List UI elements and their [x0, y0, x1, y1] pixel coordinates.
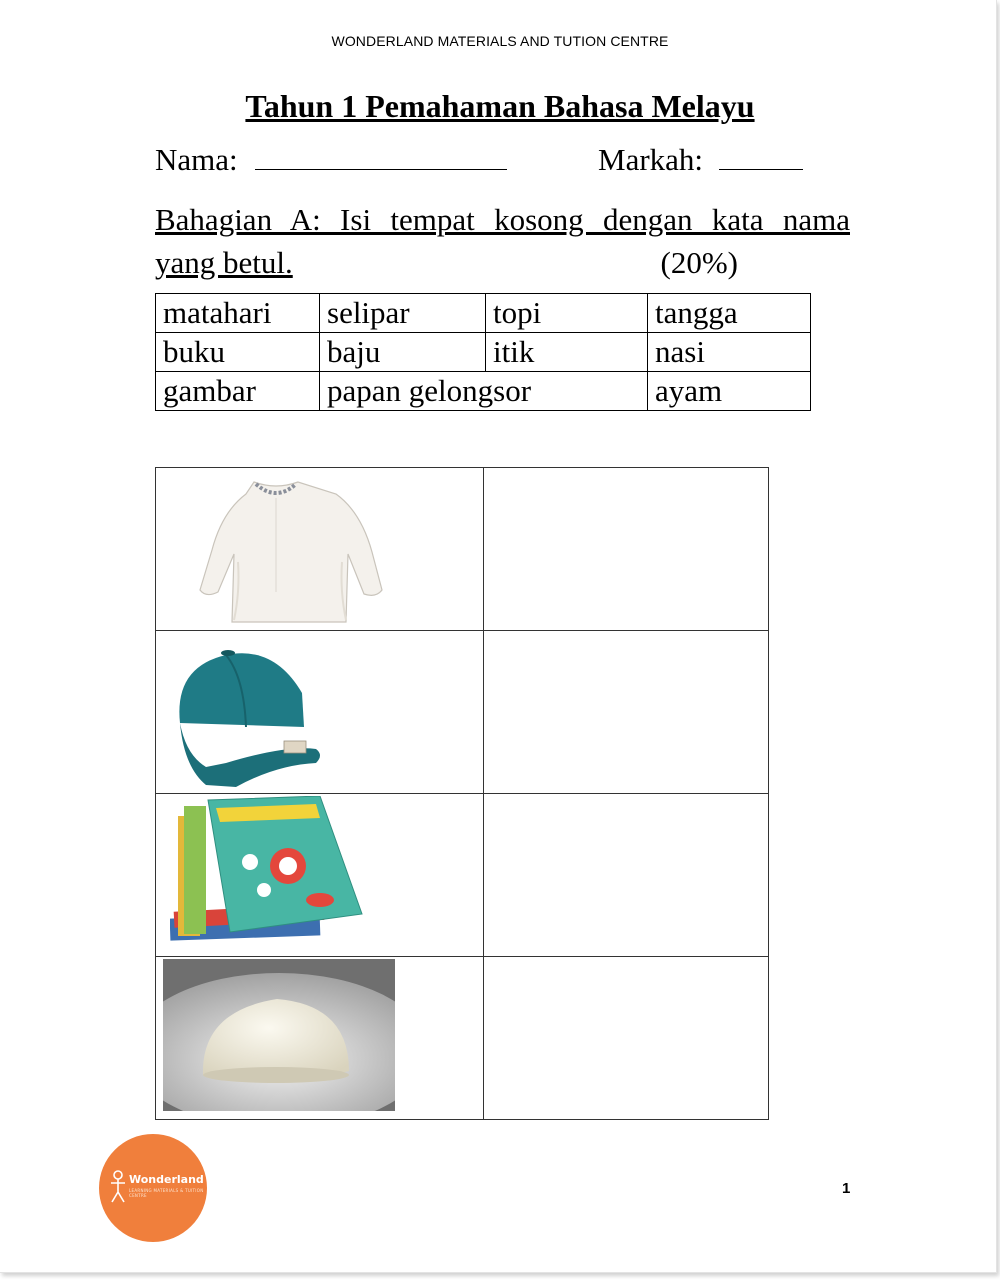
marks-blank[interactable] — [719, 168, 803, 170]
word-bank-row — [156, 294, 811, 333]
word-bank-row — [156, 333, 811, 372]
answer-row — [156, 794, 769, 957]
word-cell: baju — [320, 333, 486, 372]
word-cell: ayam — [648, 372, 811, 411]
rice-icon — [163, 959, 395, 1111]
name-field — [155, 142, 507, 178]
section-instruction — [155, 198, 850, 284]
logo-tagline: LEARNING MATERIALS & TUITION CENTRE — [129, 1188, 204, 1198]
child-icon — [109, 1170, 127, 1204]
centre-header: WONDERLAND MATERIALS AND TUTION CENTRE — [331, 33, 669, 49]
answer-cell[interactable] — [484, 957, 769, 1120]
page-title: Tahun 1 Pemahaman Bahasa Melayu — [245, 88, 755, 124]
name-label: Nama: — [155, 142, 238, 177]
blouse-icon — [176, 472, 406, 624]
word-cell: nasi — [648, 333, 811, 372]
instruction-line-2: yang betul. — [155, 245, 293, 280]
instruction-line-1: Bahagian A: Isi tempat kosong dengan kata nama — [155, 202, 850, 237]
marks-label: Markah: — [598, 142, 704, 177]
answer-cell[interactable] — [484, 468, 769, 631]
section-percentage: (20%) — [660, 245, 738, 280]
word-cell: selipar — [320, 294, 486, 333]
cap-icon — [166, 637, 326, 789]
books-icon — [170, 796, 370, 952]
word-cell: buku — [156, 333, 320, 372]
wonderland-logo — [99, 1134, 207, 1242]
word-cell: papan gelongsor — [320, 372, 648, 411]
logo-brand: Wonderland — [129, 1173, 204, 1186]
word-bank-row — [156, 372, 811, 411]
answer-table — [155, 467, 769, 1120]
answer-cell[interactable] — [484, 794, 769, 957]
picture-cell — [156, 631, 484, 794]
word-cell: itik — [486, 333, 648, 372]
picture-cell — [156, 957, 484, 1120]
word-bank-table — [155, 293, 811, 411]
word-cell: tangga — [648, 294, 811, 333]
word-cell: topi — [486, 294, 648, 333]
name-blank[interactable] — [255, 168, 507, 170]
answer-cell[interactable] — [484, 631, 769, 794]
answer-row — [156, 631, 769, 794]
page-number: 1 — [842, 1180, 851, 1197]
word-cell: matahari — [156, 294, 320, 333]
picture-cell — [156, 468, 484, 631]
picture-cell — [156, 794, 484, 957]
word-cell: gambar — [156, 372, 320, 411]
answer-row — [156, 957, 769, 1120]
marks-field — [598, 142, 803, 178]
answer-row — [156, 468, 769, 631]
